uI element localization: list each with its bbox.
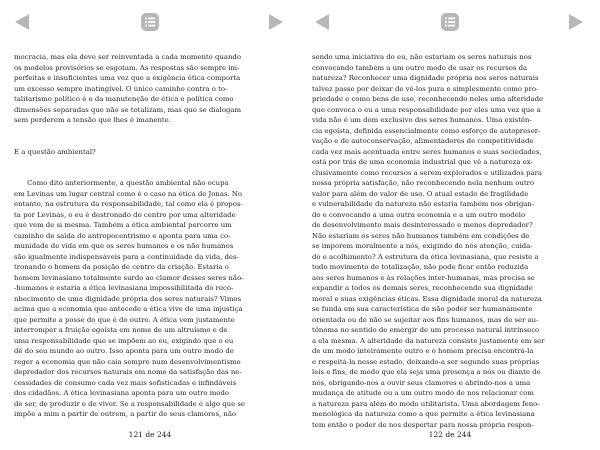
next-page-button[interactable] <box>266 12 286 32</box>
previous-page-button[interactable] <box>12 12 32 32</box>
triangle-right-icon <box>566 12 586 32</box>
contents-button[interactable] <box>140 12 160 32</box>
right-page <box>300 0 600 450</box>
next-page-button[interactable] <box>566 12 586 32</box>
left-nav-bar <box>0 12 300 32</box>
list-menu-icon <box>440 12 460 32</box>
list-menu-icon <box>140 12 160 32</box>
right-page-number: 122 de 244 <box>428 430 472 439</box>
triangle-left-icon <box>312 12 332 32</box>
previous-page-button[interactable] <box>312 12 332 32</box>
left-page-body-text: mocracia, mas ela deve ser reinventada a cada momento quando os modelos provisórios se esgotam. As respostas são sempre im- perfeitas e insuficientes uma vez que a exigência ética comporta um excesso sempre inatingível. O único caminho contra o to- talitarismo político é o da manutenção de ética e política como dimensões separadas que não se totalizam, mas que se dialogam sem perderem a tensão que lhes é imanente. E a questão ambiental? Como dito anteriormente, a questão ambiental não ocupa em Levinas um lugar central como é o caso na ética de Jonas. No entanto, na estrutura da responsabilidade, tal como ela é propos- ta por Levinas, o eu é destronado do centro por uma alteridade que vem de si mesma. Também a ética ambiental percorre um caminho de saída do antropocentrismo e aponta para uma co- munidade de vida em que os seres humanos e os não humanos são igualmente indispensáveis para a continuidade da vida, des- tronando o homem da posição de centro da criação. Estaria o homem levinasiano totalmente surdo ao clamor desses seres não- -humanos e estaria a ética levinasiana impossibilitada do reco- nhecimento de uma dignidade própria dos seres naturais? Vimos acima que a economia que antecede a ética vive de uma injustiça que permite a posse do que é do outro. A ética vem justamente interromper a fruição egoísta em nome de um altruísmo e de uma responsabilidade que se impõem ao eu, exigindo que o eu dê do seu mundo ao outro. Isso aponta para um outro modo de reger a economia que não caia sempre num desenvolvimentismo depredador dos recursos naturais em nome da satisfação das ne- cessidades de consumo cada vez mais sofisticadas e infindáveis dos cidadãos. A ética levinasiana aponta para um outro modo de ser, de produzir e de viver. Se a responsabilidade é algo que se impõe a mim a partir de outrem, a partir de seus clamores, não <box>14 53 245 418</box>
right-nav-bar <box>300 12 600 32</box>
triangle-left-icon <box>12 12 32 32</box>
right-page-body-text: sendo uma iniciativa do eu, não estariam os seres naturais nos convocando também a um outro modo de usar os recursos da natureza? Reconhecer uma dignidade própria nos seres naturais talvez passe por deixar de vê-los pura e simplesmente como pro- priedade e como bens de uso, reconhecendo neles uma alteridade que convoca o eu a uma responsabilidade por eles uma vez que a vida não é um dom exclusivo dos seres humanos. Uma existên- cia egoísta, definida essencialmente como esforço de autopreser- vação e de autoconservação, alimentadores de competitividade cada vez mais acentuada entre seres humanos e suas sociedades, está por trás de uma economia industrial que vê a natureza ex- clusivamente como recursos a serem explorados e utilizados para nossa própria satisfação, não reconhecendo nela nenhum outro valor para além do valor de uso. O atual estado de fragilidade e vulnerabilidade da natureza não estaria também nos obrigan- do e convocando a uma outra economia e a um outro modelo de desenvolvimento mais desinteressado e menos depredador? Não estariam os seres não humanos também em condições de se imporem moralmente a nós, exigindo de nós atenção, cuida- do e acolhimento? A estrutura da ética levinasiana, que resiste a todo movimento de totalização, não pode ficar então reduzida aos seres humanos e às relações inter-humanas, mas precisa se expandir a todos os demais seres, reconhecendo sua dignidade moral e suas exigências éticas. Essa dignidade moral da natureza se funda em sua característica de não poder ser humanamente orientada ou de não se sujeitar aos fins humanos, mas de ser au- tônoma no sentido de emergir de um processo natural intrínseco a ela mesma. A alteridade da natureza consiste justamente em ser de um modo inteiramente outro e o homem precisa encontrá-la e respeitá-la nesse estado, deixando-a ser segundo suas próprias leis e fins, de modo que ela seja uma presença a nós ou diante de nós, obrigando-nos a ouvir seus clamores e abrindo-nos a uma mudança de atitude ou a um outro modo de nos relacionar com a natureza para além do modo utilitarista. Uma abordagem feno- menológica da natureza como a que permite a ética levinasiana tem então o poder de nos despertar para nossa própria respon- <box>312 53 545 429</box>
left-page-number: 121 de 244 <box>128 430 172 439</box>
contents-button[interactable] <box>440 12 460 32</box>
triangle-right-icon <box>266 12 286 32</box>
